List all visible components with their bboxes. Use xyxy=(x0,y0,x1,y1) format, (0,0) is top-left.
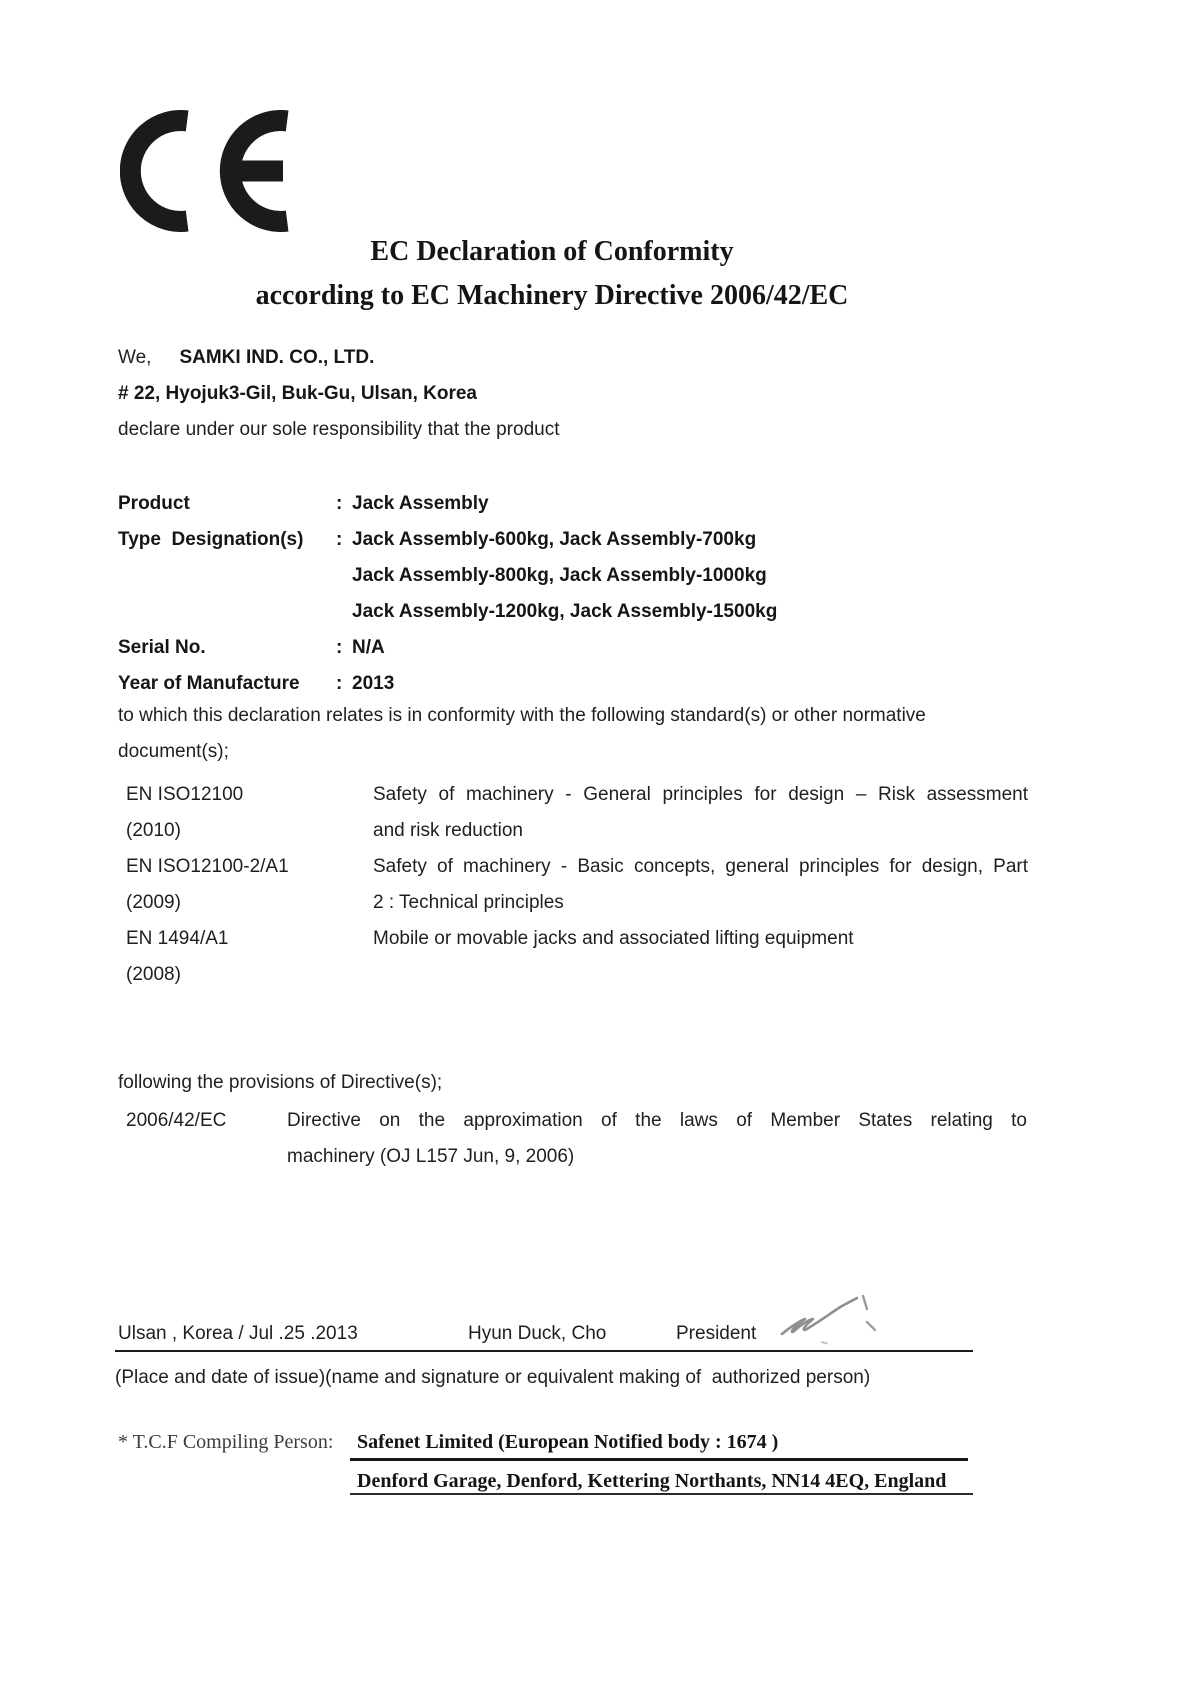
row-value: 2013 xyxy=(352,673,395,694)
standard-desc-col xyxy=(373,849,1028,921)
tcf-compiling-person-label: * T.C.F Compiling Person: xyxy=(118,1431,334,1453)
row-label xyxy=(118,594,336,630)
directive-desc-line: machinery (OJ L157 Jun, 9, 2006) xyxy=(287,1146,575,1167)
table-row xyxy=(118,558,777,594)
directive-row xyxy=(126,1103,1027,1175)
standard-desc-col xyxy=(373,777,1028,849)
document-title xyxy=(0,230,1104,318)
standard-desc-line: Mobile or movable jacks and associated lifting equipment xyxy=(373,928,854,949)
declarant-block xyxy=(118,340,559,448)
standard-code-col xyxy=(126,849,373,921)
tcf-address: Denford Garage, Denford, Kettering Northants, NN14 4EQ, England xyxy=(357,1470,947,1492)
declaration-statement: declare under our sole responsibility that the product xyxy=(118,419,560,440)
company-name: SAMKI IND. CO., LTD. xyxy=(179,347,375,368)
table-row xyxy=(118,630,777,666)
row-colon: : xyxy=(336,673,343,694)
signature-rule xyxy=(115,1350,973,1352)
standard-desc-line: Safety of machinery - General principles for design – Risk assessment xyxy=(373,784,1028,805)
company-address: # 22, Hyojuk3-Gil, Buk-Gu, Ulsan, Korea xyxy=(118,383,477,404)
conformity-line-1: to which this declaration relates is in conformity with the following standard(s) or other normative xyxy=(118,705,926,726)
signature-place-date: Ulsan , Korea / Jul .25 .2013 xyxy=(118,1323,358,1344)
title-line-2: according to EC Machinery Directive 2006/42/EC xyxy=(255,280,849,311)
row-label xyxy=(118,558,336,594)
table-row xyxy=(118,522,777,558)
ce-mark-icon xyxy=(120,110,293,232)
standard-desc-col xyxy=(373,921,1028,993)
standards-list xyxy=(126,777,1028,993)
conformity-line-2: document(s); xyxy=(118,741,229,762)
product-info-table xyxy=(118,486,777,702)
standard-desc-line: 2 : Technical principles xyxy=(373,892,564,913)
standard-row xyxy=(126,777,1028,849)
row-label: Product xyxy=(118,493,190,514)
standard-desc-line: Safety of machinery - Basic concepts, general principles for design, Part xyxy=(373,856,1028,877)
signature-caption: (Place and date of issue)(name and signature or equivalent making of authorized person) xyxy=(115,1367,871,1388)
standard-year: (2009) xyxy=(126,892,181,913)
standard-code: EN ISO12100-2/A1 xyxy=(126,856,289,877)
signature-ink-icon xyxy=(778,1294,883,1346)
handwritten-signature xyxy=(778,1294,883,1346)
row-label: Serial No. xyxy=(118,637,206,658)
row-value: Jack Assembly xyxy=(352,493,489,514)
title-line-1: EC Declaration of Conformity xyxy=(370,236,734,267)
standard-desc-line: and risk reduction xyxy=(373,820,523,841)
row-colon xyxy=(336,558,352,594)
signature-title: President xyxy=(676,1323,757,1344)
standard-year: (2010) xyxy=(126,820,181,841)
ce-mark-logo xyxy=(120,110,293,232)
we-prefix: We, xyxy=(118,347,152,368)
conformity-statement xyxy=(118,698,1058,770)
standard-year: (2008) xyxy=(126,964,181,985)
provisions-heading: following the provisions of Directive(s); xyxy=(118,1072,443,1093)
standard-row xyxy=(126,921,1028,993)
row-value: N/A xyxy=(352,637,385,658)
row-value: Jack Assembly-1200kg, Jack Assembly-1500kg xyxy=(352,601,778,622)
row-label: Type Designation(s) xyxy=(118,529,304,550)
row-colon: : xyxy=(336,637,343,658)
signature-name: Hyun Duck, Cho xyxy=(468,1323,607,1344)
standard-code: EN ISO12100 xyxy=(126,784,244,805)
standard-row xyxy=(126,849,1028,921)
standard-code-col xyxy=(126,921,373,993)
directive-code: 2006/42/EC xyxy=(126,1110,227,1131)
standard-code-col xyxy=(126,777,373,849)
directive-desc-line: Directive on the approximation of the laws of Member States relating to xyxy=(287,1110,1027,1131)
standard-code: EN 1494/A1 xyxy=(126,928,229,949)
row-colon: : xyxy=(336,493,343,514)
table-row xyxy=(118,666,777,702)
row-colon: : xyxy=(336,529,343,550)
row-value: Jack Assembly-800kg, Jack Assembly-1000kg xyxy=(352,565,767,586)
table-row xyxy=(118,594,777,630)
row-colon xyxy=(336,594,352,630)
declarant-line xyxy=(118,340,559,376)
table-row xyxy=(118,486,777,522)
row-value: Jack Assembly-600kg, Jack Assembly-700kg xyxy=(352,529,757,550)
tcf-address-underline xyxy=(350,1493,973,1495)
tcf-company-underline xyxy=(350,1458,968,1461)
tcf-company: Safenet Limited (European Notified body : 1674 ) xyxy=(357,1431,779,1453)
directive-desc-col xyxy=(287,1103,1027,1175)
row-label: Year of Manufacture xyxy=(118,673,300,694)
